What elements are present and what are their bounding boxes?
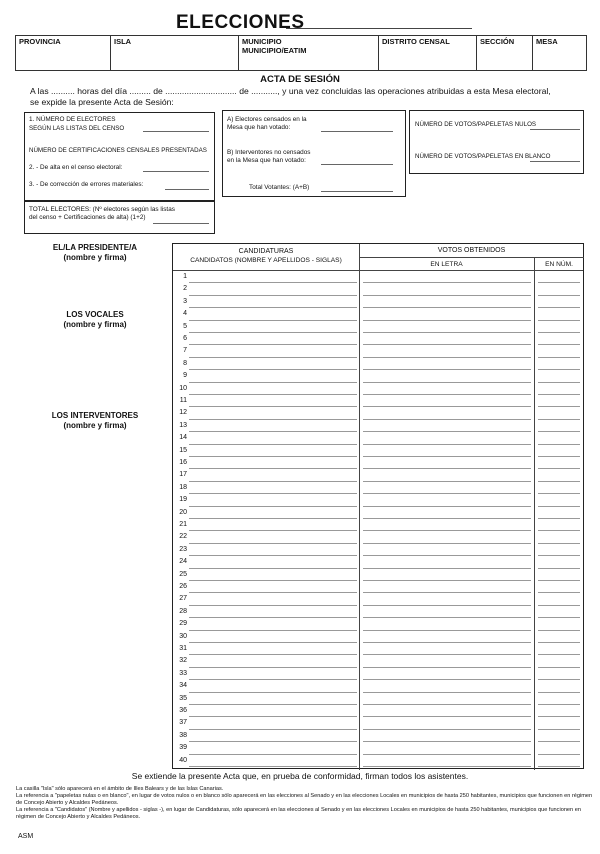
votes-number-line[interactable] <box>538 394 580 395</box>
votes-number-line[interactable] <box>538 605 580 606</box>
votes-number-line[interactable] <box>538 630 580 631</box>
votes-letter-line[interactable] <box>363 419 531 420</box>
candidate-name-line[interactable] <box>189 394 357 395</box>
row-number: 4 <box>183 310 187 318</box>
col-divider-1 <box>359 244 360 770</box>
presidente-sublabel: (nombre y firma) <box>63 253 127 262</box>
censados-label2: Mesa que han votado: <box>227 124 291 131</box>
row-number: 10 <box>179 384 187 392</box>
row-number: 11 <box>179 397 187 404</box>
votes-number-line[interactable] <box>538 716 580 717</box>
row-number: 37 <box>179 719 187 727</box>
votes-letter-line[interactable] <box>363 617 531 618</box>
row-number: 24 <box>179 558 187 566</box>
votes-number-line[interactable] <box>538 406 580 407</box>
votes-number-line[interactable] <box>538 543 580 544</box>
votes-letter-line[interactable] <box>363 481 531 482</box>
row-number: 29 <box>179 620 187 628</box>
vocales-label: LOS VOCALES <box>66 310 124 319</box>
nulos-input[interactable] <box>530 129 580 130</box>
candidate-name-line[interactable] <box>189 642 357 643</box>
votes-number-line[interactable] <box>538 320 580 321</box>
candidate-name-line[interactable] <box>189 282 357 283</box>
candidate-name-line[interactable] <box>189 382 357 383</box>
title-fill-line <box>286 28 472 29</box>
votes-letter-line[interactable] <box>363 679 531 680</box>
votes-letter-line[interactable] <box>363 729 531 730</box>
votes-letter-line[interactable] <box>363 431 531 432</box>
votes-number-line[interactable] <box>538 530 580 531</box>
candidate-name-line[interactable] <box>189 444 357 445</box>
votes-number-line[interactable] <box>538 506 580 507</box>
row-number: 21 <box>179 521 187 528</box>
row-number: 32 <box>179 657 187 665</box>
votes-number-line[interactable] <box>538 518 580 519</box>
candidate-name-line[interactable] <box>189 506 357 507</box>
candidate-name-line[interactable] <box>189 493 357 494</box>
row-number: 26 <box>179 583 187 590</box>
row-number: 36 <box>179 707 187 714</box>
col-divider-2 <box>534 257 535 770</box>
votes-letter-line[interactable] <box>363 543 531 544</box>
votes-letter-line[interactable] <box>363 518 531 519</box>
votes-number-line[interactable] <box>538 667 580 668</box>
candidate-name-line[interactable] <box>189 630 357 631</box>
candidate-name-line[interactable] <box>189 307 357 308</box>
votes-letter-line[interactable] <box>363 642 531 643</box>
votes-number-line[interactable] <box>538 357 580 358</box>
candidate-name-line[interactable] <box>189 592 357 593</box>
candidate-name-line[interactable] <box>189 729 357 730</box>
field-distrito-censal[interactable]: DISTRITO CENSAL <box>379 36 477 70</box>
candidate-name-line[interactable] <box>189 406 357 407</box>
row-number: 40 <box>179 756 187 764</box>
field-mesa[interactable]: MESA <box>536 37 558 46</box>
candidate-name-line[interactable] <box>189 419 357 420</box>
votes-number-line[interactable] <box>538 307 580 308</box>
votes-letter-line[interactable] <box>363 320 531 321</box>
votes-letter-line[interactable] <box>363 406 531 407</box>
row-number: 38 <box>179 731 187 739</box>
candidate-name-line[interactable] <box>189 369 357 370</box>
votes-letter-line[interactable] <box>363 580 531 581</box>
votantes-box <box>222 110 406 197</box>
votes-letter-line[interactable] <box>363 766 531 767</box>
votes-number-line[interactable] <box>538 344 580 345</box>
row-number: 18 <box>179 483 187 491</box>
candidate-name-line[interactable] <box>189 766 357 767</box>
candidate-name-line[interactable] <box>189 468 357 469</box>
row-number: 1 <box>183 273 187 280</box>
votes-number-line[interactable] <box>538 704 580 705</box>
total-electores-line2: del censo + Certificaciones de alta) (1+2) <box>29 214 146 221</box>
candidate-name-line[interactable] <box>189 555 357 556</box>
interventores-nc-input[interactable] <box>321 164 393 165</box>
row-number: 27 <box>179 595 187 603</box>
votes-number-line[interactable] <box>538 741 580 742</box>
votes-letter-line[interactable] <box>363 394 531 395</box>
candidate-name-line[interactable] <box>189 667 357 668</box>
num-header: EN NÚM. <box>545 261 573 268</box>
votes-letter-line[interactable] <box>363 568 531 569</box>
row-number: 8 <box>183 359 187 367</box>
row-number: 5 <box>183 322 187 330</box>
blanco-label: NÚMERO DE VOTOS/PAPELETAS EN BLANCO <box>415 153 551 160</box>
candidate-name-line[interactable] <box>189 741 357 742</box>
votes-number-line[interactable] <box>538 568 580 569</box>
votes-letter-line[interactable] <box>363 654 531 655</box>
votes-number-line[interactable] <box>538 642 580 643</box>
row-number: 22 <box>179 533 187 541</box>
row-number: 39 <box>179 744 187 752</box>
electores-input[interactable] <box>143 131 209 132</box>
row-number: 35 <box>179 694 187 702</box>
votes-number-line[interactable] <box>538 754 580 755</box>
page-title: ELECCIONES <box>176 12 305 33</box>
acta-text-line1: A las .......... horas del día ......... de .............................. de ..........., y una vez concluidas las operaciones atribuidas a esta Mesa electoral, <box>30 86 551 96</box>
candidaturas-header: CANDIDATURAS <box>238 248 294 255</box>
candidate-name-line[interactable] <box>189 679 357 680</box>
certificaciones-label: NÚMERO DE CERTIFICACIONES CENSALES PRESENTADAS <box>29 147 207 154</box>
total-votantes-input[interactable] <box>321 191 393 192</box>
votes-letter-line[interactable] <box>363 555 531 556</box>
votes-number-line[interactable] <box>538 729 580 730</box>
votes-letter-line[interactable] <box>363 506 531 507</box>
votes-number-line[interactable] <box>538 555 580 556</box>
candidate-name-line[interactable] <box>189 754 357 755</box>
row-number: 13 <box>179 421 187 429</box>
header-fields <box>15 35 587 71</box>
interventores-label: LOS INTERVENTORES <box>51 411 139 420</box>
interventores-nc-label1: B) Interventores no censados <box>227 149 311 156</box>
letra-header: EN LETRA <box>430 261 463 268</box>
field-seccion[interactable]: SECCIÓN <box>477 36 533 70</box>
votes-letter-line[interactable] <box>363 444 531 445</box>
vocales-sublabel: (nombre y firma) <box>63 320 127 329</box>
votes-letter-line[interactable] <box>363 282 531 283</box>
votes-number-line[interactable] <box>538 592 580 593</box>
nulos-blanco-box <box>409 110 584 174</box>
votes-letter-line[interactable] <box>363 741 531 742</box>
votes-number-line[interactable] <box>538 456 580 457</box>
candidate-name-line[interactable] <box>189 357 357 358</box>
votes-number-line[interactable] <box>538 617 580 618</box>
electores-sublabel: SEGÚN LAS LISTAS DEL CENSO <box>29 125 125 132</box>
nulos-label: NÚMERO DE VOTOS/PAPELETAS NULOS <box>415 121 537 128</box>
votes-letter-line[interactable] <box>363 754 531 755</box>
candidate-name-line[interactable] <box>189 716 357 717</box>
candidate-name-line[interactable] <box>189 530 357 531</box>
row-number: 28 <box>179 607 187 615</box>
votes-number-line[interactable] <box>538 382 580 383</box>
votes-letter-line[interactable] <box>363 332 531 333</box>
votes-number-line[interactable] <box>538 332 580 333</box>
row-number: 9 <box>183 372 187 380</box>
candidate-name-line[interactable] <box>189 320 357 321</box>
total-electores-input[interactable] <box>153 223 209 224</box>
form-code: ASM <box>18 833 34 840</box>
votes-number-line[interactable] <box>538 444 580 445</box>
votos-header: VOTOS OBTENIDOS <box>437 247 506 254</box>
presidente-signature[interactable] <box>20 243 170 263</box>
votes-number-line[interactable] <box>538 654 580 655</box>
vocales-signature[interactable] <box>20 310 170 330</box>
total-electores-box <box>24 201 215 234</box>
votes-letter-line[interactable] <box>363 493 531 494</box>
footnote-2: La referencia a "papeletas nulas o en blanco", en lugar de votos nulos o en blanco sólo aparecerá en las elecciones al Senado y en las elecciones Locales en municipios de hasta 250 habitantes, municipios que funcionen en régimen de Concejo Abierto y Alcaldes Pedáneos. <box>16 793 593 806</box>
candidate-name-line[interactable] <box>189 332 357 333</box>
votes-letter-line[interactable] <box>363 605 531 606</box>
candidate-name-line[interactable] <box>189 518 357 519</box>
censados-input[interactable] <box>321 131 393 132</box>
votes-number-line[interactable] <box>538 369 580 370</box>
votes-number-line[interactable] <box>538 679 580 680</box>
row-number: 17 <box>179 471 187 479</box>
field-municipio[interactable]: MUNICIPIO MUNICIPIO/EATIM <box>239 36 379 70</box>
blanco-input[interactable] <box>530 161 580 162</box>
votes-number-line[interactable] <box>538 431 580 432</box>
row-number: 30 <box>179 632 187 640</box>
candidate-name-line[interactable] <box>189 431 357 432</box>
correccion-input[interactable] <box>165 189 209 190</box>
votes-number-line[interactable] <box>538 692 580 693</box>
votes-letter-line[interactable] <box>363 382 531 383</box>
row-number: 16 <box>179 459 187 466</box>
candidate-name-line[interactable] <box>189 344 357 345</box>
row-number: 3 <box>183 297 187 305</box>
field-isla[interactable]: ISLA <box>111 36 239 70</box>
electores-box <box>24 112 215 201</box>
votes-letter-line[interactable] <box>363 295 531 296</box>
row-number: 14 <box>179 434 187 442</box>
candidate-name-line[interactable] <box>189 654 357 655</box>
candidate-name-line[interactable] <box>189 617 357 618</box>
row-number: 15 <box>179 446 187 454</box>
votes-letter-line[interactable] <box>363 716 531 717</box>
presidente-label: EL/LA PRESIDENTE/A <box>52 243 138 252</box>
candidaturas-table <box>172 243 584 769</box>
footnote-1: La casilla "Isla" sólo aparecerá en el ámbito de Illes Balears y de las Islas Canarias. <box>16 786 224 792</box>
candidate-name-line[interactable] <box>189 580 357 581</box>
total-electores-line1: TOTAL ELECTORES: (Nº electores según las listas <box>29 206 175 213</box>
votes-number-line[interactable] <box>538 282 580 283</box>
votes-letter-line[interactable] <box>363 369 531 370</box>
interventores-sublabel: (nombre y firma) <box>63 421 127 430</box>
votes-number-line[interactable] <box>538 468 580 469</box>
header-divider-votos <box>359 257 584 258</box>
candidate-name-line[interactable] <box>189 568 357 569</box>
row-number: 7 <box>183 347 187 355</box>
votes-letter-line[interactable] <box>363 357 531 358</box>
acta-text-line2: se expide la presente Acta de Sesión: <box>30 97 174 107</box>
votes-letter-line[interactable] <box>363 307 531 308</box>
votes-letter-line[interactable] <box>363 344 531 345</box>
votes-number-line[interactable] <box>538 580 580 581</box>
closing-text: Se extiende la presente Acta que, en prueba de conformidad, firman todos los asistentes. <box>131 771 469 781</box>
votes-number-line[interactable] <box>538 295 580 296</box>
candidate-name-line[interactable] <box>189 456 357 457</box>
row-number: 12 <box>179 409 187 417</box>
votes-letter-line[interactable] <box>363 468 531 469</box>
row-number: 20 <box>179 508 187 516</box>
interventores-signature[interactable] <box>20 411 170 431</box>
votes-number-line[interactable] <box>538 493 580 494</box>
row-number: 19 <box>179 496 187 504</box>
footnotes <box>16 786 596 821</box>
votes-letter-line[interactable] <box>363 592 531 593</box>
interventores-nc-label2: en la Mesa que han votado: <box>227 157 306 164</box>
row-number: 23 <box>179 545 187 553</box>
row-number: 33 <box>179 669 187 677</box>
candidate-name-line[interactable] <box>189 605 357 606</box>
total-votantes-label: Total Votantes: (A+B) <box>249 184 310 191</box>
alta-input[interactable] <box>143 171 209 172</box>
votes-letter-line[interactable] <box>363 692 531 693</box>
row-number: 2 <box>183 285 187 293</box>
censados-label1: A) Electores censados en la <box>227 116 307 123</box>
votes-number-line[interactable] <box>538 419 580 420</box>
votes-letter-line[interactable] <box>363 630 531 631</box>
candidate-name-line[interactable] <box>189 704 357 705</box>
row-number: 25 <box>179 570 187 578</box>
field-provincia[interactable]: PROVINCIA <box>16 36 111 70</box>
header-divider <box>173 270 583 271</box>
row-number: 34 <box>179 682 187 690</box>
footnote-3: La referencia a "Candidatos" (Nombre y apellidos - siglas -), en lugar de Candidaturas, sólo aparecerá en las elecciones al Senado y en las elecciones Locales en municipios de hasta 250 habitantes, municipios que funcionen en régimen de Concejo Abierto y Alcaldes Pedáneos. <box>16 807 581 820</box>
votes-letter-line[interactable] <box>363 530 531 531</box>
row-number: 31 <box>179 645 187 652</box>
candidate-name-line[interactable] <box>189 481 357 482</box>
acta-title: ACTA DE SESIÓN <box>260 74 340 85</box>
votes-letter-line[interactable] <box>363 456 531 457</box>
candidate-name-line[interactable] <box>189 543 357 544</box>
alta-label: 2. - De alta en el censo electoral: <box>29 164 123 171</box>
correccion-label: 3. - De corrección de errores materiales: <box>29 181 144 188</box>
candidatos-header: CANDIDATOS (NOMBRE Y APELLIDOS - SIGLAS) <box>190 257 342 264</box>
candidate-name-line[interactable] <box>189 692 357 693</box>
electores-label: 1. NÚMERO DE ELECTORES <box>29 116 116 123</box>
votes-number-line[interactable] <box>538 481 580 482</box>
votes-letter-line[interactable] <box>363 704 531 705</box>
candidate-name-line[interactable] <box>189 295 357 296</box>
votes-number-line[interactable] <box>538 766 580 767</box>
row-number: 6 <box>183 335 187 342</box>
acta-text <box>30 86 590 108</box>
votes-letter-line[interactable] <box>363 667 531 668</box>
